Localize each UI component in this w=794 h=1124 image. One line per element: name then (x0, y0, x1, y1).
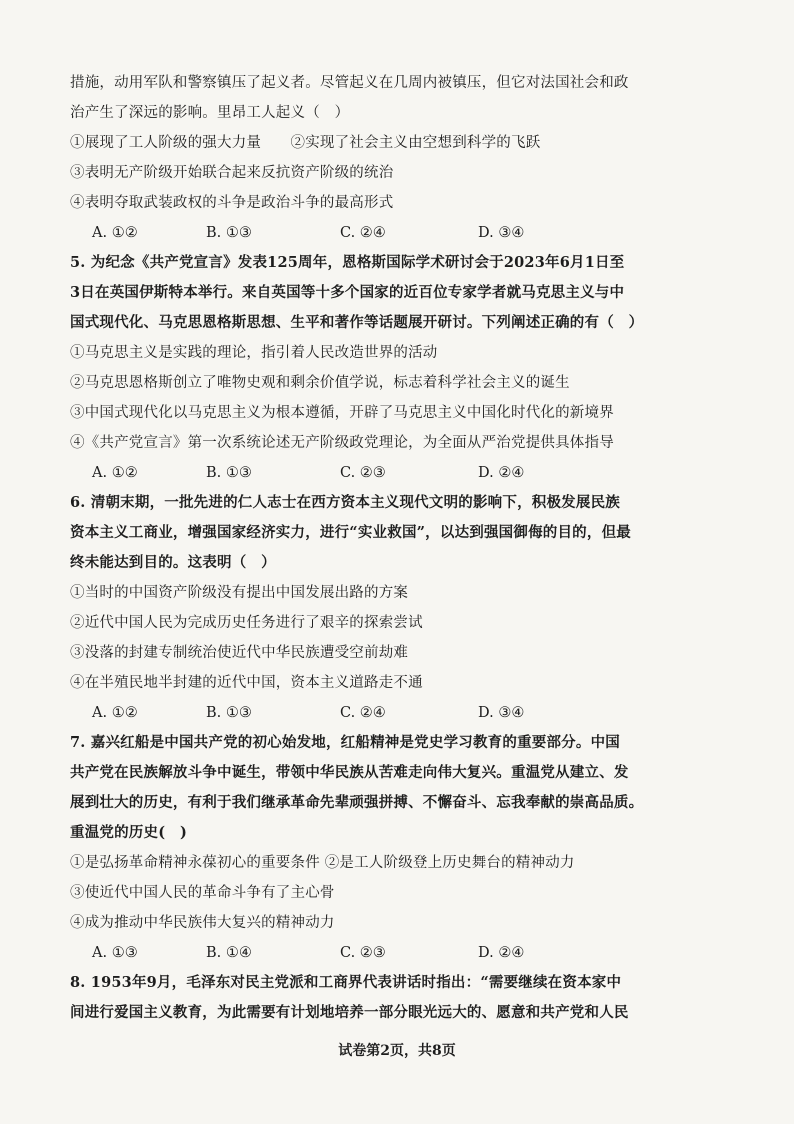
answer-options (70, 218, 730, 248)
option-b: B. ①③ (206, 225, 252, 241)
option-a: A. ①② (92, 465, 138, 481)
question-8 (70, 968, 730, 1028)
statement: ②马克思恩格斯创立了唯物史观和剩余价值学说，标志着科学社会主义的诞生 (70, 375, 570, 391)
question-stem: 5. 为纪念《共产党宣言》发表125周年，恩格斯国际学术研讨会于2023年6月1日至 (70, 254, 625, 271)
option-b: B. ①③ (206, 465, 252, 481)
answer-options (70, 458, 730, 488)
question-stem: 3日在英国伊斯特本举行。来自英国等十多个国家的近百位专家学者就马克思主义与中 (70, 284, 625, 301)
question-stem: 国式现代化、马克思恩格斯思想、生平和著作等话题展开研讨。下列阐述正确的有（ ） (70, 314, 644, 331)
statement: ③没落的封建专制统治使近代中华民族遭受空前劫难 (70, 645, 409, 661)
option-c: C. ②④ (340, 225, 386, 241)
question-stem: 资本主义工商业，增强国家经济实力，进行“实业救国”，以达到强国御侮的目的，但最 (70, 524, 631, 541)
answer-options (70, 938, 730, 968)
statement: ③使近代中国人民的革命斗争有了主心骨 (70, 885, 335, 901)
question-stem: 终未能达到目的。这表明（ ） (70, 554, 276, 571)
question-stem: 6. 清朝末期，一批先进的仁人志士在西方资本主义现代文明的影响下，积极发展民族 (70, 494, 620, 511)
question-stem: 间进行爱国主义教育，为此需要有计划地培养一部分眼光远大的、愿意和共产党和人民 (70, 1004, 629, 1021)
statement: ②近代中国人民为完成历史任务进行了艰辛的探索尝试 (70, 615, 423, 631)
option-b: B. ①④ (206, 945, 252, 961)
option-d: D. ②④ (478, 465, 525, 481)
page-footer: 试卷第2页，共8页 (338, 1043, 456, 1059)
statement: ④成为推动中华民族伟大复兴的精神动力 (70, 915, 335, 931)
option-a: A. ①② (92, 225, 138, 241)
exam-content (70, 68, 730, 1028)
option-d: D. ③④ (478, 705, 525, 721)
question-7 (70, 728, 730, 968)
option-d: D. ③④ (478, 225, 525, 241)
option-a: A. ①③ (92, 945, 138, 961)
question-stem: 重温党的历史( ) (70, 824, 188, 841)
text-line: ④表明夺取武装政权的斗争是政治斗争的最高形式 (70, 195, 394, 211)
statement: ①马克思主义是实践的理论，指引着人民改造世界的活动 (70, 345, 438, 361)
text-line: ③表明无产阶级开始联合起来反抗资产阶级的统治 (70, 165, 394, 181)
statement: ①是弘扬革命精神永葆初心的重要条件 ②是工人阶级登上历史舞台的精神动力 (70, 855, 575, 871)
option-d: D. ②④ (478, 945, 525, 961)
question-5 (70, 248, 730, 488)
question-stem: 8. 1953年9月，毛泽东对民主党派和工商界代表讲话时指出：“需要继续在资本家中 (70, 974, 622, 991)
statement: ④在半殖民地半封建的近代中国，资本主义道路走不通 (70, 675, 423, 691)
question-stem: 7. 嘉兴红船是中国共产党的初心始发地，红船精神是党史学习教育的重要部分。中国 (70, 734, 620, 751)
question-6 (70, 488, 730, 728)
text-line: 措施，动用军队和警察镇压了起义者。尽管起义在几周内被镇压，但它对法国社会和政 (70, 75, 629, 91)
option-c: C. ②③ (340, 465, 386, 481)
statement: ①当时的中国资产阶级没有提出中国发展出路的方案 (70, 585, 409, 601)
option-c: C. ②④ (340, 705, 386, 721)
statement: ④《共产党宣言》第一次系统论述无产阶级政党理论，为全面从严治党提供具体指导 (70, 435, 614, 451)
answer-options (70, 698, 730, 728)
text-line: ①展现了工人阶级的强大力量 ②实现了社会主义由空想到科学的飞跃 (70, 135, 541, 151)
text-line: 治产生了深远的影响。里昂工人起义（ ） (70, 105, 350, 121)
q4-continuation (70, 68, 730, 248)
option-c: C. ②③ (340, 945, 386, 961)
option-b: B. ①③ (206, 705, 252, 721)
statement: ③中国式现代化以马克思主义为根本遵循，开辟了马克思主义中国化时代化的新境界 (70, 405, 614, 421)
question-stem: 展到壮大的历史，有利于我们继承革命先辈顽强拼搏、不懈奋斗、忘我奉献的崇高品质。 (70, 794, 644, 811)
option-a: A. ①② (92, 705, 138, 721)
question-stem: 共产党在民族解放斗争中诞生，带领中华民族从苦难走向伟大复兴。重温党从建立、发 (70, 764, 629, 781)
